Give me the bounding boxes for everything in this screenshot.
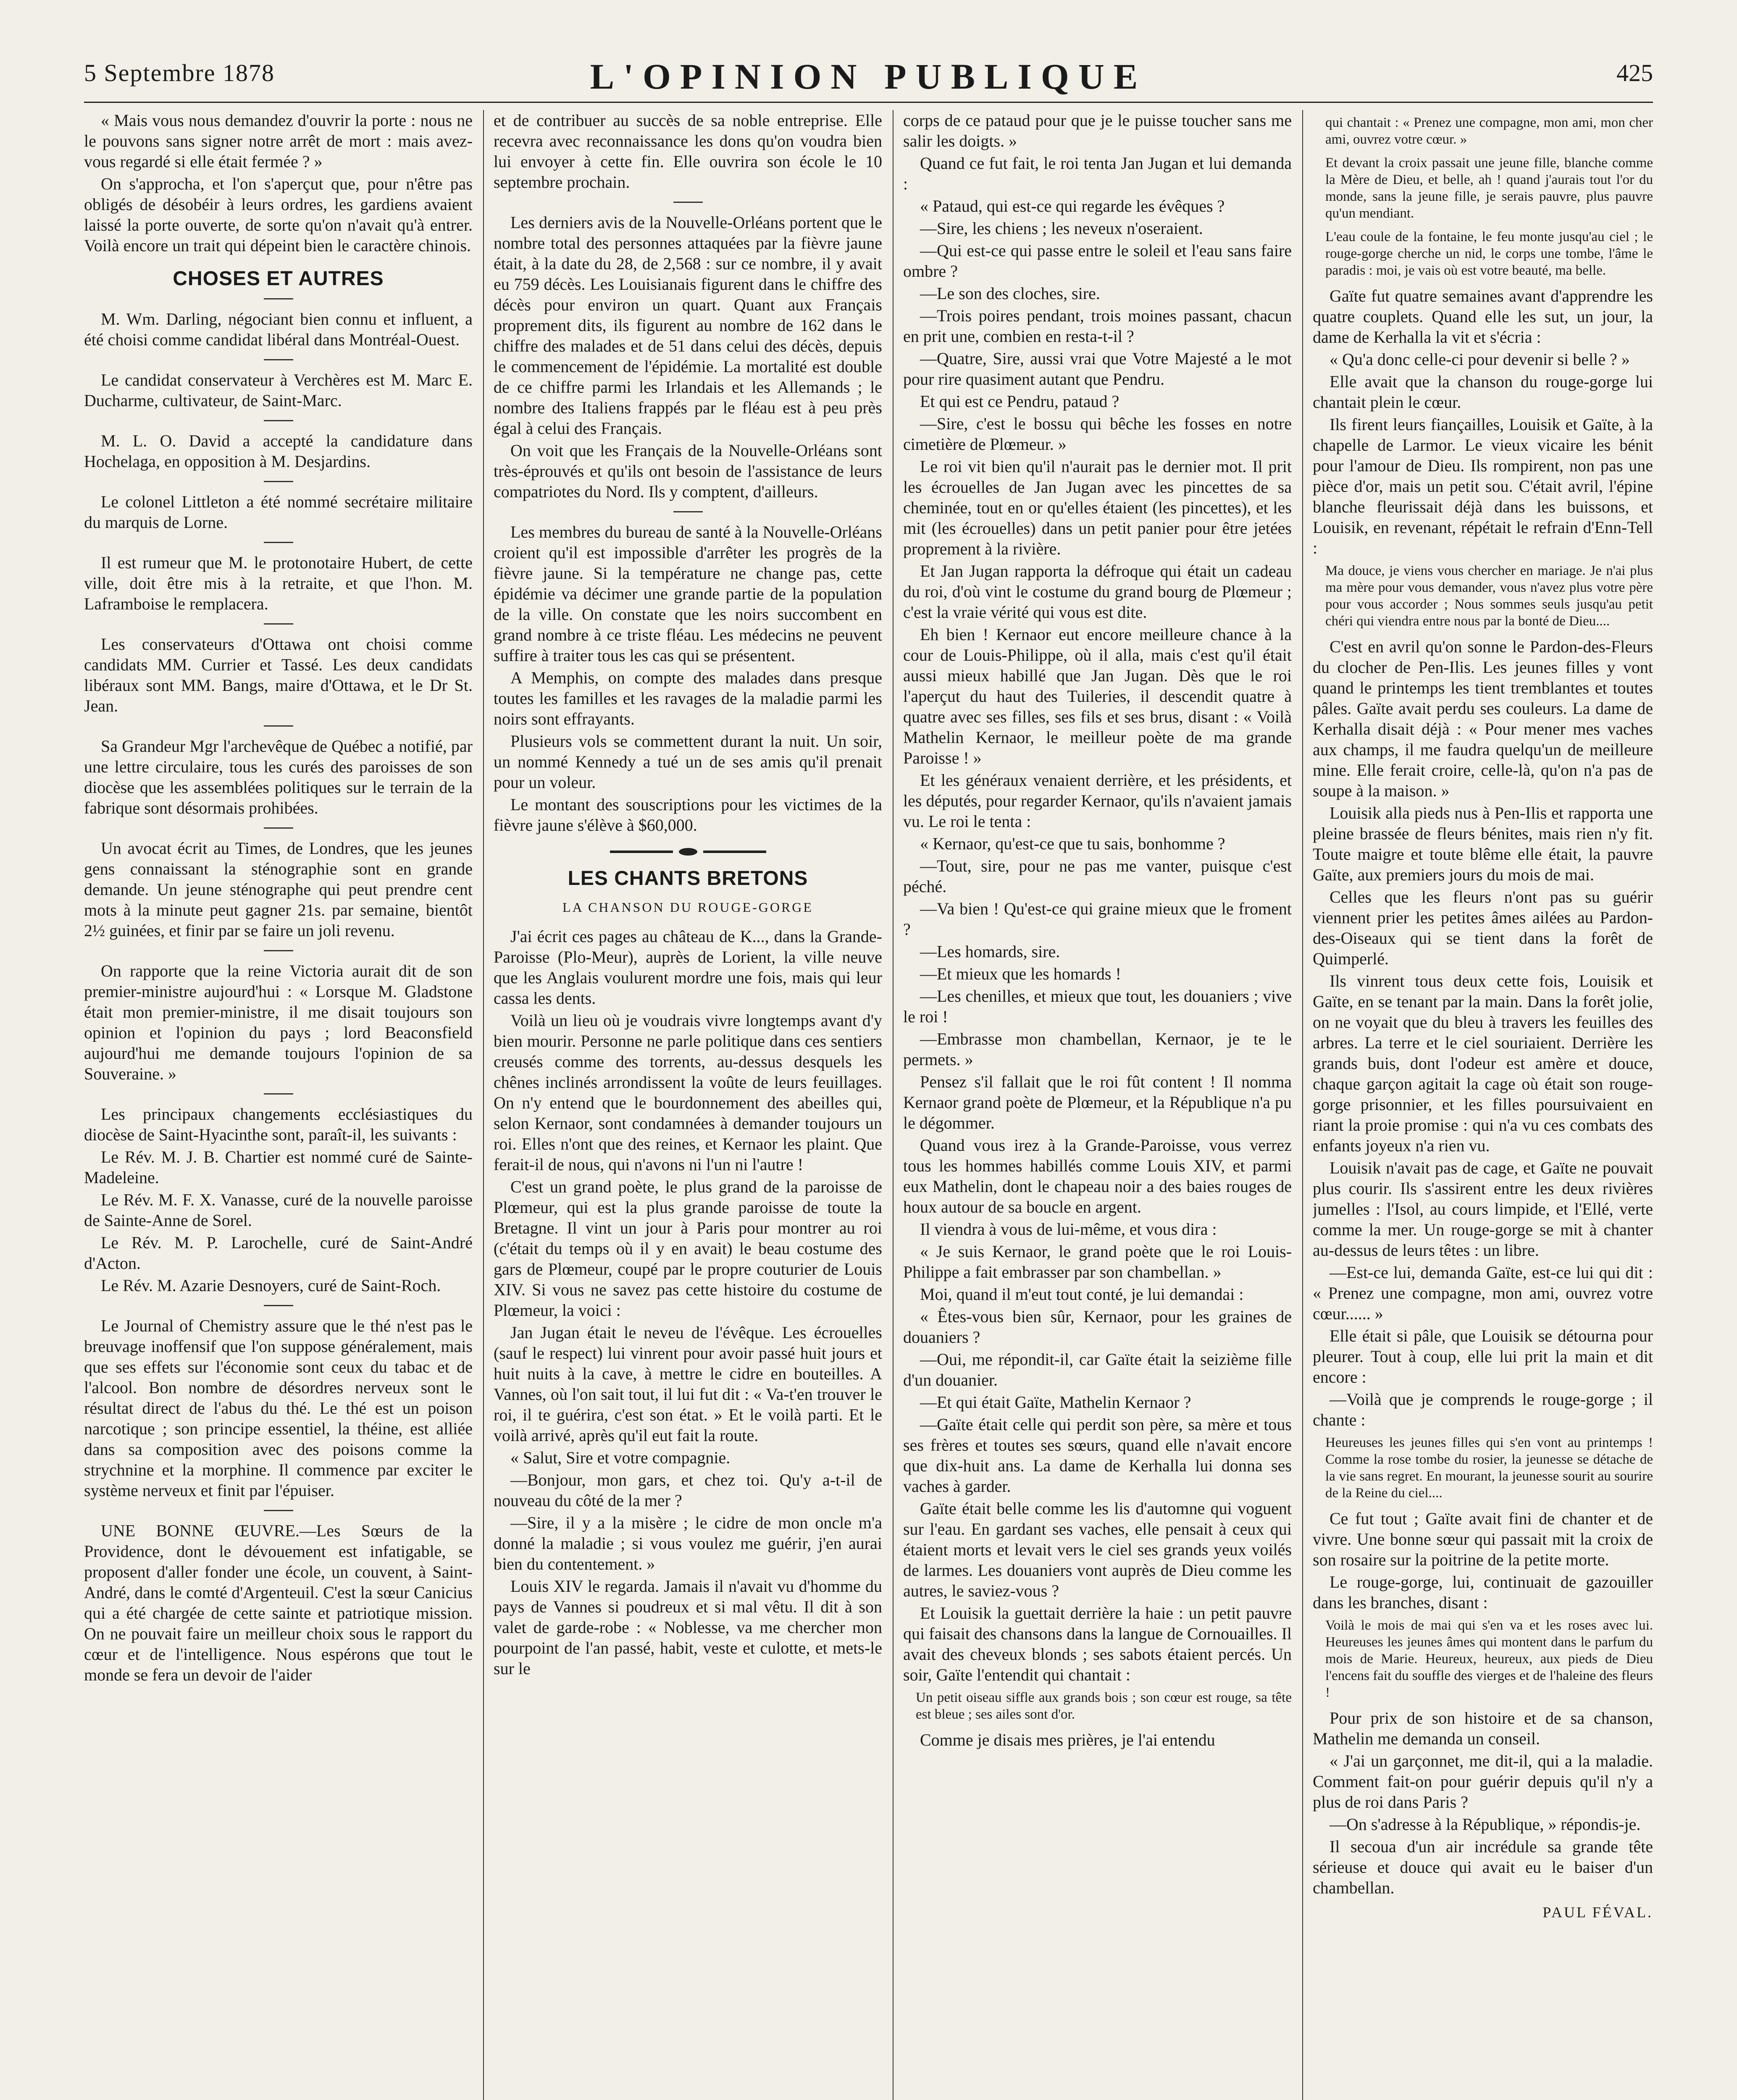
story-paragraph: « J'ai un garçonnet, me dit-il, qui a la maladie. Comment fait-on pour guérir depuis qu'il n'y a plus de roi dans Paris ? [1313,1751,1653,1811]
story-paragraph: —Et qui était Gaïte, Mathelin Kernaor ? [920,1393,1191,1412]
story-paragraph: Ils vinrent tous deux cette fois, Louisik et Gaïte, en se tenant par la main. Dans la forêt jolie, on ne voyait que du bleu à travers les feuilles des arbres. La terre et le ciel souriaient. Derrière les grands buis, dont l'odeur est amère et douce, chaque garçon agitait la cage où était son rouge-gorge prisonnier, et les filles poursuivaient en riant la proie promise : qui n'a vu ces combats des enfants joyeux n'a rien vu. [1313,971,1653,1155]
news-item: Le Rév. M. J. B. Chartier est nommé curé de Sainte-Madeleine. [84,1147,473,1187]
story-paragraph: « Qu'a donc celle-ci pour devenir si belle ? » [1330,350,1630,369]
story-paragraph: —Les chenilles, et mieux que tout, les douaniers ; vive le roi ! [903,987,1292,1026]
ornamental-divider [494,848,882,856]
news-item: Le Rév. M. F. X. Vanasse, curé de la nouvelle paroisse de Sainte-Anne de Sorel. [84,1190,473,1230]
paragraph: On s'approcha, et l'on s'aperçut que, pour n'être pas obligés de désobéir à leurs ordres, les gardiens avaient laissé la porte ouverte, de sorte qu'on n'avait qu'à entrer. Voilà encore un trait qui dépeint bien le caractère chinois. [84,174,473,255]
column-2 [494,110,882,2100]
story-paragraph: Le rouge-gorge, lui, continuait de gazouiller dans les branches, disant : [1313,1572,1653,1612]
story-paragraph: —Oui, me répondit-il, car Gaïte était la seizième fille d'un douanier. [903,1350,1292,1389]
story-paragraph: —Quatre, Sire, aussi vrai que Votre Majesté a le mot pour rire quasiment autant que Pendru. [903,349,1292,388]
story-paragraph: —Sire, il y a la misère ; le cidre de mon oncle m'a donné la maladie ; si vous voulez me guérir, j'en aurai bien du contentement. » [494,1513,882,1573]
story-paragraph: —Embrasse mon chambellan, Kernaor, je te le permets. » [903,1029,1292,1069]
song-verse: Voilà le mois de mai qui s'en va et les roses avec lui. Heureuses les jeunes âmes qui montent dans le parfum du mois de Marie. Heureux, heureux, aux pieds de Dieu l'encens fait du souffle des vierges et de l'haleine des fleurs ! [1325,1618,1653,1700]
story-paragraph: « Pataud, qui est-ce qui regarde les évêques ? [920,197,1225,215]
paragraph: et de contribuer au succès de sa noble entreprise. Elle recevra avec reconnaissance les dons qu'on voudra bien lui envoyer à cette fin. Elle ouvrira son école le 10 septembre prochain. [494,111,882,192]
ornament-line [703,850,766,853]
separator [673,202,703,203]
song-verse: Un petit oiseau siffle aux grands bois ; son cœur est rouge, sa tête est bleue ; ses ailes sont d'or. [916,1690,1292,1722]
separator [264,298,293,299]
news-item: M. Wm. Darling, négociant bien connu et influent, a été choisi comme candidat libéral dans Montréal-Ouest. [84,310,473,349]
story-paragraph: —Sire, c'est le bossu qui bêche les fosses en notre cimetière de Plœmeur. » [903,414,1292,454]
story-paragraph: Quand vous irez à la Grande-Paroisse, vous verrez tous les hommes habillés comme Louis XIV, et parmi eux Mathelin, dont le chapeau noir a des baies rouges de houx autour de sa boucle en argent. [903,1136,1292,1216]
story-paragraph: Gaïte était belle comme les lis d'automne qui voguent sur l'eau. En gardant ses vaches, elle pensait à ceux qui étaient morts et levait vers le ciel ses grands yeux voilés de larmes. Les douaniers vont auprès de Dieu comme les autres, le saviez-vous ? [903,1499,1292,1600]
story-paragraph: Voilà un lieu où je voudrais vivre longtemps avant d'y bien mourir. Personne ne parle politique dans ces sentiers creusés comme des torrents, au-dessus desquels les chênes inclinés arrondissent la voûte de leurs feuillages. On n'y entend que le bourdonnement des abeilles qui, selon Kernaor, sont condamnées à demander toujours un roi. Elles n'ont que des reines, et Kernaor les plaint. Que ferait-il de nous, qui n'avons ni l'un ni l'autre ! [494,1011,882,1174]
paragraph: Plusieurs vols se commettent durant la nuit. Un soir, un nommé Kennedy a tué un de ses amis qu'il prenait pour un voleur. [494,732,882,792]
story-paragraph: J'ai écrit ces pages au château de K..., dans la Grande-Paroisse (Plo-Meur), auprès de Lorient, la ville neuve que les Anglais voulurent mordre une fois, mais qui leur cassa les dents. [494,927,882,1008]
separator [264,420,293,421]
story-paragraph: C'est en avril qu'on sonne le Pardon-des-Fleurs du clocher de Pen-Ilis. Les jeunes filles y vont quand le printemps les tient tremblantes et toutes pâles. Gaïte avait perdu ses couleurs. La dame de Kerhalla disait déjà : « Pour mener mes vaches aux champs, il me faudra quelqu'un de meilleure mine. Elle ferait croire, celle-là, qu'on n'a pas de soupe à la maison. » [1313,637,1653,800]
news-item: UNE BONNE ŒUVRE.—Les Sœurs de la Providence, dont le dévouement est infatigable, se proposent d'aller fonder une école, un couvent, à Saint-André, dans le comté d'Argenteuil. C'est la sœur Canicius qui a été chargée de cette sainte et patriotique mission. On ne pouvait faire un meilleur choix sous le rapport du cœur et de l'intelligence. Nous espérons que tout le monde se fera un devoir de l'aider [84,1521,473,1684]
song-verse: Heureuses les jeunes filles qui s'en vont au printemps ! Comme la rose tombe du rosier, la jeunesse se détache de la vie sans regret. En mourant, la jeunesse sourit au sourire de la Reine du ciel.... [1325,1435,1653,1501]
separator [264,827,293,829]
news-item: M. L. O. David a accepté la candidature dans Hochelaga, en opposition à M. Desjardins. [84,431,473,471]
news-item: Le Journal of Chemistry assure que le thé n'est pas le breuvage inoffensif que l'on suppose généralement, mais que ses effets sur l'économie sont ceux du tabac et de l'alcool. Bon nombre de désordres nerveux sont le résultat direct de l'abus du thé. Le thé est un poison narcotique ; son principe essentiel, la théine, est alliée dans sa composition avec des poisons comme la strychnine et la morphine. Il commence par exciter le système nerveux et finit par l'épuiser. [84,1316,473,1500]
news-item: Il est rumeur que M. le protonotaire Hubert, de cette ville, doit être mis à la retraite, et que l'hon. M. Laframboise le remplacera. [84,553,473,613]
story-paragraph: —Bonjour, mon gars, et chez toi. Qu'y a-t-il de nouveau du côté de la mer ? [494,1470,882,1510]
story-paragraph: Il viendra à vous de lui-même, et vous dira : [920,1220,1217,1239]
section-heading: CHOSES ET AUTRES [173,268,384,290]
separator [264,623,293,625]
news-item: Le candidat conservateur à Verchères est M. Marc E. Ducharme, cultivateur, de Saint-Marc. [84,370,473,410]
story-paragraph: Louis XIV le regarda. Jamais il n'avait vu d'homme du pays de Vannes si poudreux et si mal vêtu. Il dit à son valet de garde-robe : « Noblesse, va me chercher mon pourpoint de l'an passé, habit, veste et culotte, et mets-le sur le [494,1577,882,1678]
story-paragraph: Le roi vit bien qu'il n'aurait pas le dernier mot. Il prit les écrouelles de Jan Jugan avec les pincettes de sa cheminée, tout en or qu'elles étaient (les pincettes), et les mit (les écrouelles) dans un petit panier pour être jetées proprement à la rivière. [903,457,1292,558]
story-paragraph: « Salut, Sire et votre compagnie. [510,1448,731,1467]
news-item: Le Rév. M. Azarie Desnoyers, curé de Saint-Roch. [101,1276,441,1295]
paragraph: « Mais vous nous demandez d'ouvrir la porte : nous ne le pouvons sans signer notre arrêt de mort : mais avez-vous regardé si elle était fermée ? » [84,111,473,171]
story-paragraph: Comme je disais mes prières, je l'ai entendu [920,1730,1215,1749]
separator [264,1510,293,1511]
story-paragraph: Il secoua d'un air incrédule sa grande tête sérieuse et douce qui avait eu le baiser d'un chambellan. [1313,1837,1653,1897]
header-date: 5 Septembre 1878 [84,59,275,87]
column-4 [1313,110,1653,2100]
ornament-line [610,850,673,853]
story-subtitle: LA CHANSON DU ROUGE-GORGE [562,900,813,915]
separator [673,511,703,512]
paragraph: On voit que les Français de la Nouvelle-Orléans sont très-éprouvés et qu'ils ont besoin de l'assistance de leurs compatriotes du Nord. Ils y comptent, d'ailleurs. [494,441,882,501]
story-paragraph: « Kernaor, qu'est-ce que tu sais, bonhomme ? [920,834,1225,853]
header-rule [84,102,1653,103]
story-paragraph: Jan Jugan était le neveu de l'évêque. Les écrouelles (sauf le respect) lui vinrent pour avoir passé huit jours et huit nuits à la cave, à mettre le cidre en bouteilles. A Vannes, où l'on sait tout, il lui fut dit : « Va-t'en trouver le roi, il te guérira, c'est son état. » Et le voilà parti. Et le voilà arrivé, après qu'il eut fait la route. [494,1323,882,1445]
paragraph: A Memphis, on compte des malades dans presque toutes les familles et les ravages de la maladie parmi les noirs sont effrayants. [494,668,882,728]
paragraph: Les membres du bureau de santé à la Nouvelle-Orléans croient qu'il est impossible d'arrêter les progrès de la fièvre jaune. Si la température ne change pas, cette épidémie va décimer une grande partie de la population de la ville. On constate que les noirs succombent en grand nombre à ce triste fléau. Les médecins ne peuvent suffire à traiter tous les cas qui se présentent. [494,522,882,665]
song-verse: Et devant la croix passait une jeune fille, blanche comme la Mère de Dieu, et belle, ah ! quand j'aurais tout l'or du monde, sans la jeune fille, je serais pauvre, plus pauvre qu'un mendiant. [1325,155,1653,221]
story-paragraph: Pour prix de son histoire et de sa chanson, Mathelin me demanda un conseil. [1313,1709,1653,1748]
story-paragraph: Et Louisik la guettait derrière la haie : un petit pauvre qui faisait des chansons dans la langue de Cornouailles. Il avait des cheveux blonds ; ses sabots étaient percés. Un soir, Gaïte l'entendit qui chantait : [903,1604,1292,1684]
story-paragraph: Eh bien ! Kernaor eut encore meilleure chance à la cour de Louis-Philippe, où il alla, mais c'est qu'il était aussi mieux habillé que Jan Jugan. Dès que le roi l'aperçut du haut des Tuileries, il descendit quatre à quatre avec ses filles, ses fils et ses brus, disant : « Voilà Mathelin Kernaor, le meilleur poète de ma grande Paroisse ! » [903,625,1292,767]
song-verse: Ma douce, je viens vous chercher en mariage. Je n'ai plus ma mère pour vous demander, vous n'avez plus votre père pour vous accorder ; Nous sommes seuls jusqu'au petit chéri qui viendra entre nous par la bonté de Dieu.... [1325,563,1653,629]
paragraph: Le montant des souscriptions pour les victimes de la fièvre jaune s'élève à $60,000. [494,795,882,835]
story-paragraph: Louisik alla pieds nus à Pen-Ilis et rapporta une pleine brassée de fleurs bénites, mais rien n'y fit. Toute maigre et toute blême elle était, la pauvre Gaïte, aux premiers jours du mois de mai. [1313,803,1653,884]
page-number: 425 [1616,59,1653,87]
paragraph: Les derniers avis de la Nouvelle-Orléans portent que le nombre total des personnes attaquées par la fièvre jaune était, à la date du 28, de 2,568 : sur ce nombre, il y avait eu 759 décès. Les Louisianais figurent dans le chiffre des décès pour environ un quart. Quant aux Français proprement dits, ils figurent au nombre de 162 dans le chiffre des malades et de 51 dans celui des décès, depuis le commencement de l'épidémie. La mortalité est double de ce chiffre parmi les Irlandais et les Allemands ; le nombre des Italiens frappés par le fléau est à peu près égal à celui des Français. [494,213,882,438]
story-paragraph: —Qui est-ce qui passe entre le soleil et l'eau sans faire ombre ? [903,241,1292,281]
separator [264,481,293,482]
story-paragraph: —Tout, sire, pour ne pas me vanter, puisque c'est péché. [903,856,1292,896]
newspaper-title: L'OPINION PUBLIQUE [590,56,1147,97]
story-paragraph: —On s'adresse à la République, » répondis-je. [1330,1815,1641,1834]
story-paragraph: —Et mieux que les homards ! [920,964,1121,983]
story-paragraph: Louisik n'avait pas de cage, et Gaïte ne pouvait plus courir. Ils s'assirent entre les deux rivières jumelles : l'Isol, au cours limpide, et l'Ellé, verte comme la mer. Un rouge-gorge se mit à chanter au-dessus de leurs têtes : un libre. [1313,1158,1653,1260]
news-item: Le colonel Littleton a été nommé secrétaire militaire du marquis de Lorne. [84,492,473,532]
story-paragraph: Moi, quand il m'eut tout conté, je lui demandai : [920,1285,1244,1304]
story-paragraph: —Trois poires pendant, trois moines passant, chacun en prit une, combien en resta-t-il ? [903,306,1292,346]
story-paragraph: —Va bien ! Qu'est-ce qui graine mieux que le froment ? [903,899,1292,939]
story-paragraph: Quand ce fut fait, le roi tenta Jan Jugan et lui demanda : [903,154,1292,193]
separator [264,542,293,543]
story-paragraph: Gaïte fut quatre semaines avant d'apprendre les quatre couplets. Quand elle les sut, un jour, la dame de Kerhalla la vit et s'écria : [1313,286,1653,346]
story-paragraph: C'est un grand poète, le plus grand de la paroisse de Plœmeur, qui est la plus grande paroisse de toute la Bretagne. Il vint un jour à Paris pour montrer au roi (c'était du temps où il y en avait) le beau costume des gars de Plœmeur, coupé par le propre couturier de Louis XIV. Si vous ne savez pas cette histoire du costume de Plœmeur, la voici : [494,1177,882,1320]
news-item: On rapporte que la reine Victoria aurait dit de son premier-ministre aujourd'hui : « Lorsque M. Gladstone était mon premier-ministre, il me disait toujours son opinion et l'opinion du pays ; lord Beaconsfield aujourd'hui me demande toujours l'opinion de sa Souveraine. » [84,961,473,1083]
story-paragraph: —Gaïte était celle qui perdit son père, sa mère et tous ses frères et toutes ses sœurs, quand elle n'avait encore que dix-huit ans. La dame de Kerhalla lui donna ses vaches à garder. [903,1415,1292,1496]
story-paragraph: —Est-ce lui, demanda Gaïte, est-ce lui qui dit : « Prenez une compagne, mon ami, ouvrez votre cœur...... » [1313,1263,1653,1323]
news-item: Les conservateurs d'Ottawa ont choisi comme candidats MM. Currier et Tassé. Les deux candidats libéraux sont MM. Bangs, maire d'Ottawa, et le Dr St. Jean. [84,635,473,715]
separator [264,725,293,727]
column-1 [84,110,473,2100]
story-paragraph: Pensez s'il fallait que le roi fût content ! Il nomma Kernaor grand poète de Plœmeur, et la République n'a pu le dégommer. [903,1072,1292,1132]
story-paragraph: Et qui est ce Pendru, pataud ? [920,392,1119,411]
story-paragraph: —Le son des cloches, sire. [920,284,1100,303]
story-paragraph: « Êtes-vous bien sûr, Kernaor, pour les graines de douaniers ? [903,1307,1292,1347]
news-item: Un avocat écrit au Times, de Londres, que les jeunes gens connaissant la sténographie sont en grande demande. Un jeune sténographe qui peut prendre cent mots à la minute peut gagner 21s. par semaine, bientôt 2½ guinées, et finir par se faire un joli revenu. [84,839,473,940]
story-paragraph: Elle était si pâle, que Louisik se détourna pour pleurer. Tout à coup, elle lui prit la main et dit encore : [1313,1326,1653,1386]
story-paragraph: —Voilà que je comprends le rouge-gorge ; il chante : [1313,1390,1653,1429]
news-item: Les principaux changements ecclésiastiques du diocèse de Saint-Hyacinthe sont, paraît-il, les suivants : [84,1105,473,1144]
story-paragraph: Et Jan Jugan rapporta la défroque qui était un cadeau du roi, d'où vint le costume du grand bourg de Plœmeur ; c'est la vraie vérité qui vous est dite. [903,562,1292,622]
story-paragraph: —Les homards, sire. [920,942,1060,961]
story-paragraph: Elle avait que la chanson du rouge-gorge lui chantait plein le cœur. [1313,372,1653,412]
news-item: Sa Grandeur Mgr l'archevêque de Québec a notifié, par une lettre circulaire, tous les curés des paroisses de son diocèse que les assemblées politiques sur le terrain de la fabrique sont désormais prohibées. [84,737,473,817]
column-divider [483,110,484,2100]
news-item: Le Rév. M. P. Larochelle, curé de Saint-André d'Acton. [84,1233,473,1273]
separator [264,1305,293,1306]
story-title: LES CHANTS BRETONS [568,867,808,890]
separator [264,950,293,951]
story-paragraph: Ils firent leurs fiançailles, Louisik et Gaïte, à la chapelle de Larmor. Le vieux vicaire les bénit pour l'amour de Dieu. Ils rompirent, non pas une pièce d'or, mais un petit sou. C'était avril, l'épine blanche fleurissait déjà dans les buissons, et Louisik, en revenant, répétait le refrain d'Enn-Tell : [1313,415,1653,557]
author-signature: PAUL FÉVAL. [1543,1904,1653,1921]
story-paragraph: Ce fut tout ; Gaïte avait fini de chanter et de vivre. Une bonne sœur qui passait mit la croix de son rosaire sur la poitrine de la petite morte. [1313,1509,1653,1569]
page-header [84,56,1653,105]
separator [264,359,293,360]
story-paragraph: Celles que les fleurs n'ont pas su guérir viennent prier les petites âmes ailées au Pardon-des-Oiseaux qui se tient dans la forêt de Quimperlé. [1313,887,1653,968]
separator [264,1093,293,1095]
song-verse: qui chantait : « Prenez une compagne, mon ami, mon cher ami, ouvrez votre cœur. » [1325,115,1653,147]
column-3 [903,110,1292,2100]
story-paragraph: « Je suis Kernaor, le grand poète que le roi Louis-Philippe a fait embrasser par son chambellan. » [903,1242,1292,1281]
ornament-dot [679,848,697,856]
column-divider [1302,110,1303,2100]
song-verse: L'eau coule de la fontaine, le feu monte jusqu'au ciel ; le rouge-gorge cherche un nid, le corps une tombe, l'âme le paradis : moi, je vais où est votre beauté, ma belle. [1325,229,1653,278]
story-paragraph: corps de ce pataud pour que je le puisse toucher sans me salir les doigts. » [903,111,1292,150]
story-paragraph: Et les généraux venaient derrière, et les présidents, et les députés, pour regarder Kernaor, qu'ils n'avaient jamais vu. Le roi le tenta : [903,771,1292,831]
story-paragraph: —Sire, les chiens ; les neveux n'oseraient. [920,219,1203,238]
